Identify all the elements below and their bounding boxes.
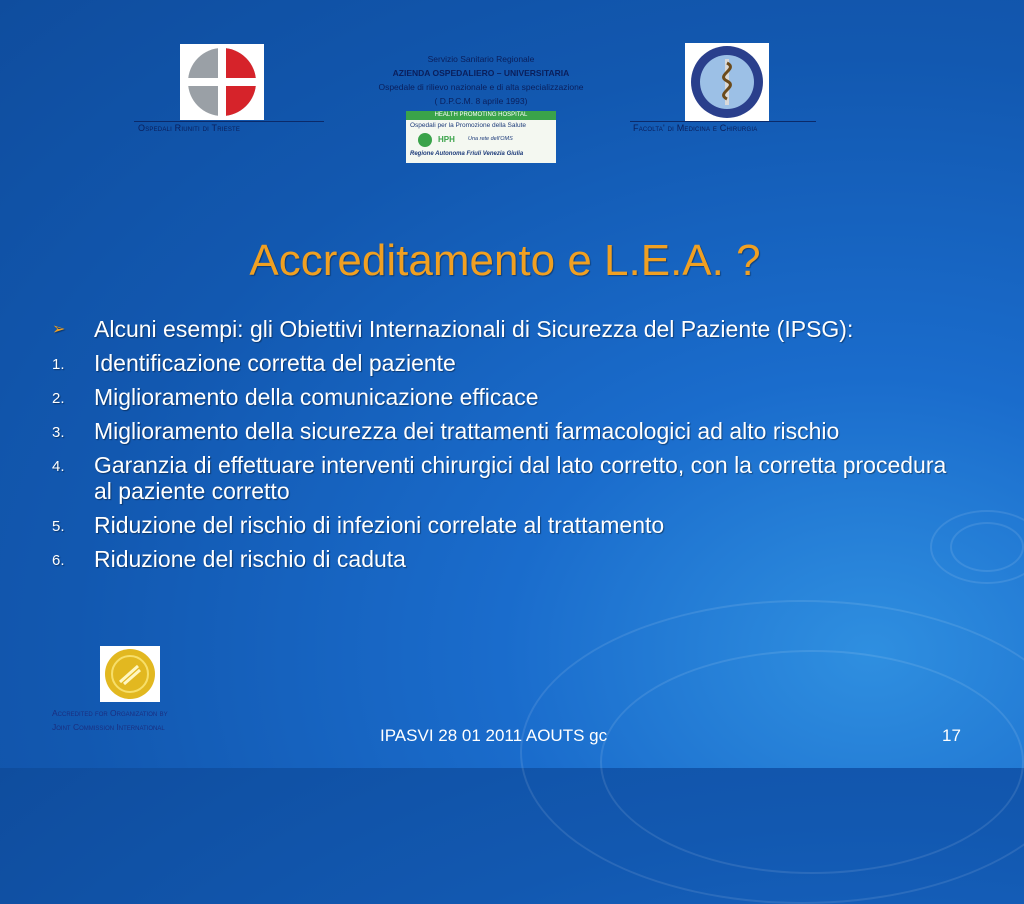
slide-title: Accreditamento e L.E.A. ? [249,236,761,285]
list-item [50,384,950,410]
ospedali-riuniti-logo [180,44,264,120]
item-text: Identificazione corretta del paziente [94,350,456,376]
item-number: 1. [52,356,65,373]
list-item [50,452,950,504]
header-azienda: AZIENDA OSPEDALIERO – UNIVERSITARIA [392,68,570,78]
jci-caption-line2: Joint Commission International [52,722,165,732]
page-number: 17 [942,726,961,745]
jci-gold-seal-icon [100,646,160,702]
item-number: 6. [52,552,65,569]
intro-item [50,316,950,342]
hph-logo [406,111,556,163]
background-swirl [950,522,1024,572]
cross-logo-icon [180,44,264,120]
objectives-list [50,316,950,580]
medicine-seal-icon [685,43,769,121]
jci-seal [100,646,160,702]
header-dpcm: ( D.P.C.M. 8 aprile 1993) [434,96,528,106]
hph-circle-icon [418,133,432,147]
right-caption-rule [630,121,816,122]
left-caption: Ospedali Riuniti di Trieste [138,123,241,133]
item-text: Miglioramento della sicurezza dei trattamenti farmacologici ad alto rischio [94,418,840,444]
item-number: 2. [52,390,65,407]
hph-acronym: HPH [438,135,455,144]
list-item [50,546,950,572]
hph-network: Una rete dell'OMS [468,136,513,142]
intro-text: Alcuni esempi: gli Obiettivi Internazionali di Sicurezza del Paziente (IPSG): [94,316,854,342]
left-caption-rule [134,121,324,122]
header-ospedale: Ospedale di rilievo nazionale e di alta specializzazione [378,82,584,92]
list-item [50,512,950,538]
arrow-bullet-icon: ➢ [52,321,66,338]
list-item [50,350,950,376]
item-number: 5. [52,518,65,535]
header-service: Servizio Sanitario Regionale [427,54,535,64]
list-item [50,418,950,444]
item-number: 3. [52,424,65,441]
hph-subtitle: Ospedali per la Promozione della Salute [410,122,526,129]
hph-banner: HEALTH PROMOTING HOSPITAL [406,111,556,120]
jci-caption-line1: Accredited for Organization by [52,708,168,718]
item-text: Riduzione del rischio di infezioni correlate al trattamento [94,512,665,538]
hph-region: Regione Autonoma Friuli Venezia Giulia [410,151,524,157]
item-text: Riduzione del rischio di caduta [94,546,406,572]
item-text: Garanzia di effettuare interventi chirurgici dal lato corretto, con la corretta procedura al paziente corretto [94,452,947,504]
footer-text: IPASVI 28 01 2011 AOUTS gc [380,726,608,745]
item-number: 4. [52,458,65,475]
facolta-medicina-logo [685,43,769,121]
item-text: Miglioramento della comunicazione efficace [94,384,539,410]
right-caption: Facolta' di Medicina e Chirurgia [633,123,758,133]
background-swirl [600,650,1024,874]
